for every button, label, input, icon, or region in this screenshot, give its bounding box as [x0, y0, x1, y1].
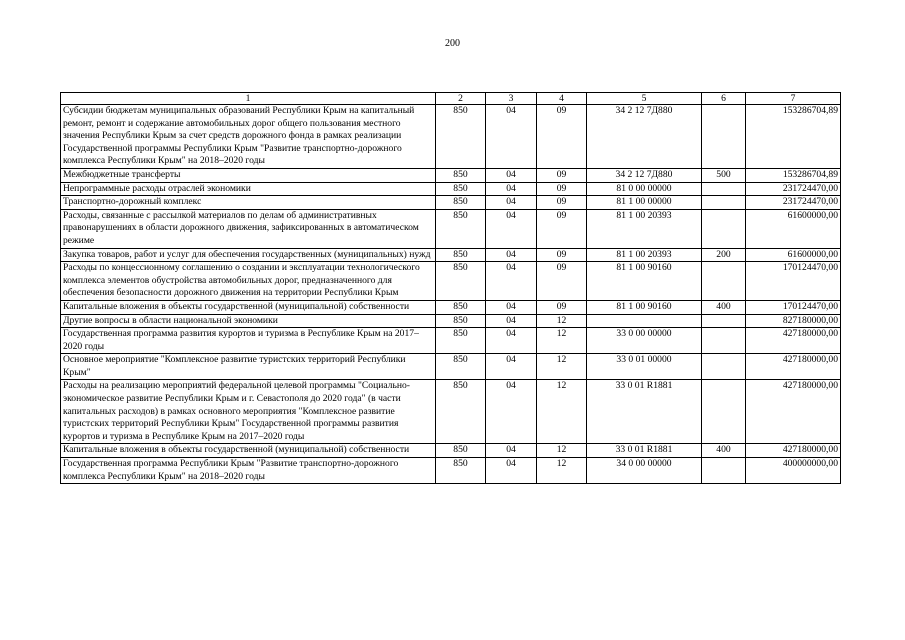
row-amount: 61600000,00 [746, 209, 841, 248]
table-row [61, 105, 841, 169]
table-row [61, 248, 841, 262]
row-name-cell: Капитальные вложения в объекты государственной (муниципальной) собственности [61, 444, 436, 458]
row-expense-type [702, 314, 746, 328]
row-section-code: 04 [486, 196, 537, 210]
budget-table [60, 92, 841, 484]
row-target-article: 33 0 00 00000 [587, 328, 702, 354]
row-subsection-code: 09 [537, 300, 587, 314]
row-target-article: 81 1 00 20393 [587, 209, 702, 248]
row-name-cell: Расходы на реализацию мероприятий федеральной целевой программы "Социально-экономическое развитие Республики Крым и г. Севастополя до 2020 года" (в части капитальных расходов) в рамках основного мероприятия "Комплексное развитие туристских территорий Республики Крым" Государственной программы развития курортов и туризма в Республике Крым на 2017–2020 годы [61, 380, 436, 444]
row-section-code: 04 [486, 380, 537, 444]
row-subsection-code: 09 [537, 168, 587, 182]
row-section-code: 04 [486, 314, 537, 328]
row-ministry-code: 850 [436, 209, 486, 248]
row-subsection-code: 12 [537, 354, 587, 380]
header-col-7: 7 [746, 93, 841, 105]
row-ministry-code: 850 [436, 300, 486, 314]
row-amount: 170124470,00 [746, 262, 841, 301]
row-ministry-code: 850 [436, 168, 486, 182]
row-ministry-code: 850 [436, 248, 486, 262]
table-row [61, 380, 841, 444]
row-section-code: 04 [486, 354, 537, 380]
row-expense-type [702, 328, 746, 354]
table-row [61, 328, 841, 354]
row-expense-type [702, 209, 746, 248]
row-section-code: 04 [486, 262, 537, 301]
row-expense-type [702, 380, 746, 444]
row-name-cell: Межбюджетные трансферты [61, 168, 436, 182]
row-name-cell: Расходы, связанные с рассылкой материалов по делам об административных правонарушениях в области дорожного движения, зафиксированных в автоматическом режиме [61, 209, 436, 248]
row-target-article: 81 1 00 90160 [587, 262, 702, 301]
row-name-cell: Закупка товаров, работ и услуг для обеспечения государственных (муниципальных) нужд [61, 248, 436, 262]
row-expense-type [702, 196, 746, 210]
row-expense-type [702, 262, 746, 301]
row-target-article: 81 1 00 90160 [587, 300, 702, 314]
row-section-code: 04 [486, 444, 537, 458]
row-subsection-code: 09 [537, 248, 587, 262]
row-amount: 170124470,00 [746, 300, 841, 314]
header-col-4: 4 [537, 93, 587, 105]
row-amount: 427180000,00 [746, 328, 841, 354]
row-target-article: 81 0 00 00000 [587, 182, 702, 196]
row-ministry-code: 850 [436, 196, 486, 210]
row-ministry-code: 850 [436, 314, 486, 328]
row-expense-type [702, 182, 746, 196]
row-target-article: 33 0 01 R1881 [587, 380, 702, 444]
row-expense-type [702, 458, 746, 484]
row-amount: 427180000,00 [746, 354, 841, 380]
row-name-cell: Основное мероприятие "Комплексное развитие туристских территорий Республики Крым" [61, 354, 436, 380]
row-name-cell: Транспортно-дорожный комплекс [61, 196, 436, 210]
table-row [61, 182, 841, 196]
table-row [61, 209, 841, 248]
row-ministry-code: 850 [436, 182, 486, 196]
row-subsection-code: 09 [537, 209, 587, 248]
row-expense-type: 400 [702, 444, 746, 458]
row-subsection-code: 09 [537, 262, 587, 301]
row-expense-type: 400 [702, 300, 746, 314]
header-col-1: 1 [61, 93, 436, 105]
row-amount: 153286704,89 [746, 105, 841, 169]
row-expense-type: 500 [702, 168, 746, 182]
row-section-code: 04 [486, 328, 537, 354]
row-amount: 427180000,00 [746, 380, 841, 444]
row-name-cell: Непрограммные расходы отраслей экономики [61, 182, 436, 196]
row-target-article: 81 1 00 00000 [587, 196, 702, 210]
row-amount: 427180000,00 [746, 444, 841, 458]
row-amount: 231724470,00 [746, 182, 841, 196]
row-subsection-code: 12 [537, 380, 587, 444]
header-col-2: 2 [436, 93, 486, 105]
row-expense-type [702, 105, 746, 169]
table-row [61, 314, 841, 328]
row-expense-type: 200 [702, 248, 746, 262]
row-amount: 153286704,89 [746, 168, 841, 182]
row-name-cell: Государственная программа Республики Крым "Развитие транспортно-дорожного комплекса Республики Крым" на 2018–2020 годы [61, 458, 436, 484]
row-target-article: 34 2 12 7Д880 [587, 105, 702, 169]
row-subsection-code: 12 [537, 458, 587, 484]
row-amount: 61600000,00 [746, 248, 841, 262]
row-section-code: 04 [486, 300, 537, 314]
row-ministry-code: 850 [436, 354, 486, 380]
row-target-article: 33 0 01 R1881 [587, 444, 702, 458]
row-subsection-code: 09 [537, 196, 587, 210]
row-section-code: 04 [486, 458, 537, 484]
row-name-cell: Государственная программа развития курортов и туризма в Республике Крым на 2017–2020 годы [61, 328, 436, 354]
row-name-cell: Капитальные вложения в объекты государственной (муниципальной) собственности [61, 300, 436, 314]
table-row [61, 300, 841, 314]
row-subsection-code: 12 [537, 314, 587, 328]
row-amount: 827180000,00 [746, 314, 841, 328]
row-name-cell: Другие вопросы в области национальной экономики [61, 314, 436, 328]
row-ministry-code: 850 [436, 328, 486, 354]
table-row [61, 196, 841, 210]
row-name-cell: Расходы по концессионному соглашению о создании и эксплуатации технологического комплекса элементов обустройства автомобильных дорог, предназначенного для обеспечения безопасности дорожного движения на территории Республики Крым [61, 262, 436, 301]
row-subsection-code: 12 [537, 444, 587, 458]
row-subsection-code: 09 [537, 105, 587, 169]
table-row [61, 262, 841, 301]
row-amount: 231724470,00 [746, 196, 841, 210]
row-target-article: 33 0 01 00000 [587, 354, 702, 380]
row-subsection-code: 09 [537, 182, 587, 196]
row-section-code: 04 [486, 182, 537, 196]
row-expense-type [702, 354, 746, 380]
row-section-code: 04 [486, 168, 537, 182]
table-row [61, 444, 841, 458]
row-target-article: 34 2 12 7Д880 [587, 168, 702, 182]
row-ministry-code: 850 [436, 458, 486, 484]
table-row [61, 354, 841, 380]
row-section-code: 04 [486, 248, 537, 262]
row-subsection-code: 12 [537, 328, 587, 354]
header-col-6: 6 [702, 93, 746, 105]
row-section-code: 04 [486, 209, 537, 248]
row-name-cell: Субсидии бюджетам муниципальных образований Республики Крым на капитальный ремонт, ремонт и содержание автомобильных дорог общего пользования местного значения Республики Крым за счет средств дорожного фонда в рамках реализации Государственной программы Республики Крым "Развитие транспортно-дорожного комплекса Республики Крым" на 2018–2020 годы [61, 105, 436, 169]
table-header-row [61, 93, 841, 105]
row-ministry-code: 850 [436, 380, 486, 444]
row-ministry-code: 850 [436, 105, 486, 169]
row-target-article [587, 314, 702, 328]
table-row [61, 458, 841, 484]
row-amount: 400000000,00 [746, 458, 841, 484]
row-ministry-code: 850 [436, 262, 486, 301]
row-target-article: 34 0 00 00000 [587, 458, 702, 484]
row-ministry-code: 850 [436, 444, 486, 458]
page-number: 200 [445, 38, 460, 49]
row-target-article: 81 1 00 20393 [587, 248, 702, 262]
table-row [61, 168, 841, 182]
header-col-3: 3 [486, 93, 537, 105]
row-section-code: 04 [486, 105, 537, 169]
header-col-5: 5 [587, 93, 702, 105]
